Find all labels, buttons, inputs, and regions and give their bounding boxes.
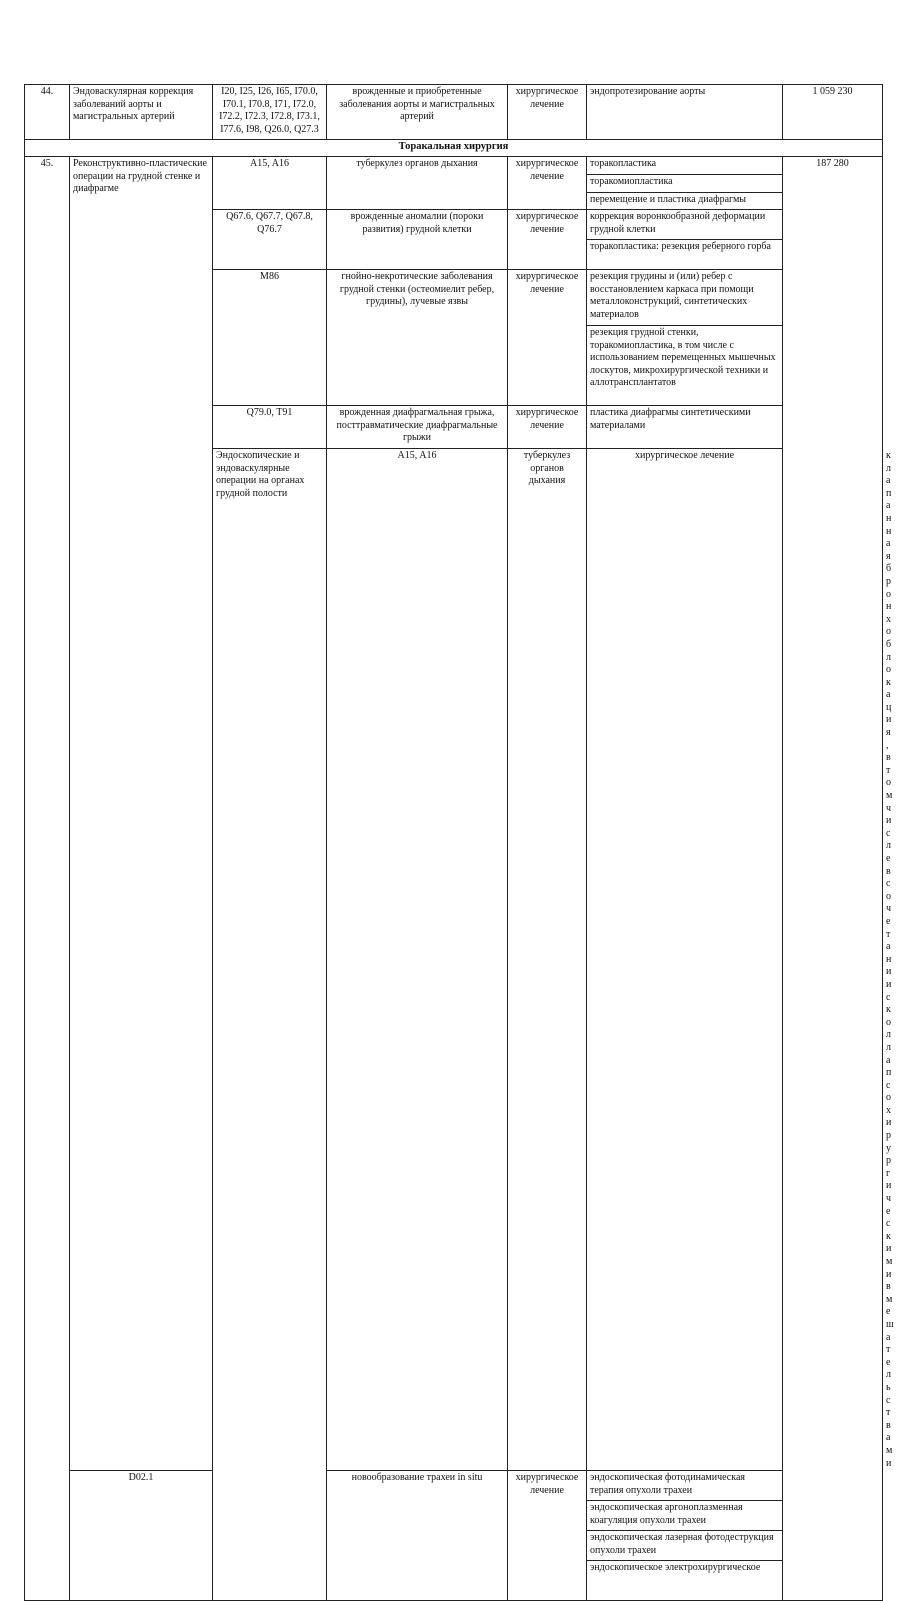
care-type-name: Эндоваскулярная коррекция заболеваний аорты и магистральных артерий <box>70 85 213 140</box>
row-number: 44. <box>25 85 70 140</box>
icd-codes: A15, A16 <box>327 449 508 1471</box>
disease-model: врожденная диафрагмальная грыжа, посттравматические диафрагмальные грыжи <box>327 406 508 449</box>
medical-care-table <box>24 84 894 1601</box>
disease-model: туберкулез органов дыхания <box>508 449 587 1471</box>
treatment-type: хирургическое лечение <box>508 85 587 140</box>
disease-model: новообразование трахеи in situ <box>327 1471 508 1601</box>
treatment-type: хирургическое лечение <box>508 157 587 210</box>
treatment-method: торакомиопластика <box>587 175 783 193</box>
document-page <box>24 84 894 1574</box>
treatment-method: перемещение и пластика диафрагмы <box>587 193 783 210</box>
treatment-type: хирургическое лечение <box>508 406 587 449</box>
icd-codes: Q79.0, T91 <box>213 406 327 449</box>
icd-codes: A15, A16 <box>213 157 327 210</box>
table-row-44 <box>25 85 883 140</box>
treatment-type: хирургическое лечение <box>508 1471 587 1601</box>
treatment-method: эндоскопическая лазерная фотодеструкция опухоли трахеи <box>587 1531 783 1561</box>
cost-value: 187 280 <box>783 157 883 1601</box>
treatment-method: торакопластика: резекция реберного горба <box>587 240 783 270</box>
section-row <box>25 140 883 157</box>
care-type-name: Эндоскопические и эндоваскулярные операции на органах грудной полости <box>213 449 327 1601</box>
icd-codes: D02.1 <box>70 1471 213 1601</box>
treatment-type: хирургическое лечение <box>508 210 587 270</box>
table-row <box>25 1471 883 1501</box>
table-row <box>25 157 883 175</box>
section-title: Торакальная хирургия <box>25 140 883 157</box>
table-row: Эндоскопические и эндоваскулярные операции на органах грудной полости A15, A16 туберкулез органов дыхания хирургическое лечение клапанная бронхоблокация, в том числе в сочетании с коллапсохирургическими вмешательствами <box>25 449 883 1471</box>
disease-model: врожденные аномалии (пороки развития) грудной клетки <box>327 210 508 270</box>
disease-model: гнойно-некротические заболевания грудной стенки (остеомиелит ребер, грудины), лучевые язвы <box>327 270 508 406</box>
cost-value: 1 059 230 <box>783 85 883 140</box>
disease-model: туберкулез органов дыхания <box>327 157 508 210</box>
icd-codes: Q67.6, Q67.7, Q67.8, Q76.7 <box>213 210 327 270</box>
treatment-method: резекция грудины и (или) ребер с восстановлением каркаса при помощи металлоконструкций, синтетических материалов <box>587 270 783 326</box>
treatment-method: эндоскопическая фотодинамическая терапия опухоли трахеи <box>587 1471 783 1501</box>
row-number: 45. <box>25 157 70 1601</box>
treatment-type: хирургическое лечение <box>508 270 587 406</box>
treatment-type: хирургическое лечение <box>587 449 783 1471</box>
treatment-method: коррекция воронкообразной деформации грудной клетки <box>587 210 783 240</box>
icd-codes: M86 <box>213 270 327 406</box>
treatment-method: пластика диафрагмы синтетическими материалами <box>587 406 783 449</box>
treatment-method: эндоскопическое электрохирургическое <box>587 1561 783 1601</box>
treatment-method: эндопротезирование аорты <box>587 85 783 140</box>
treatment-method: резекция грудной стенки, торакомиопластика, в том числе с использованием перемещенных мышечных лоскутов, микрохирургической техники и аллотрансплантатов <box>587 326 783 406</box>
treatment-method: эндоскопическая аргоноплазменная коагуляция опухоли трахеи <box>587 1501 783 1531</box>
treatment-method: торакопластика <box>587 157 783 175</box>
disease-model: врожденные и приобретенные заболевания аорты и магистральных артерий <box>327 85 508 140</box>
icd-codes: I20, I25, I26, I65, I70.0, I70.1, I70.8, I71, I72.0, I72.2, I72.3, I72.8, I73.1, I77.6, I98, Q26.0, Q27.3 <box>213 85 327 140</box>
care-type-name: Реконструктивно-пластические операции на грудной стенке и диафрагме <box>70 157 213 1471</box>
